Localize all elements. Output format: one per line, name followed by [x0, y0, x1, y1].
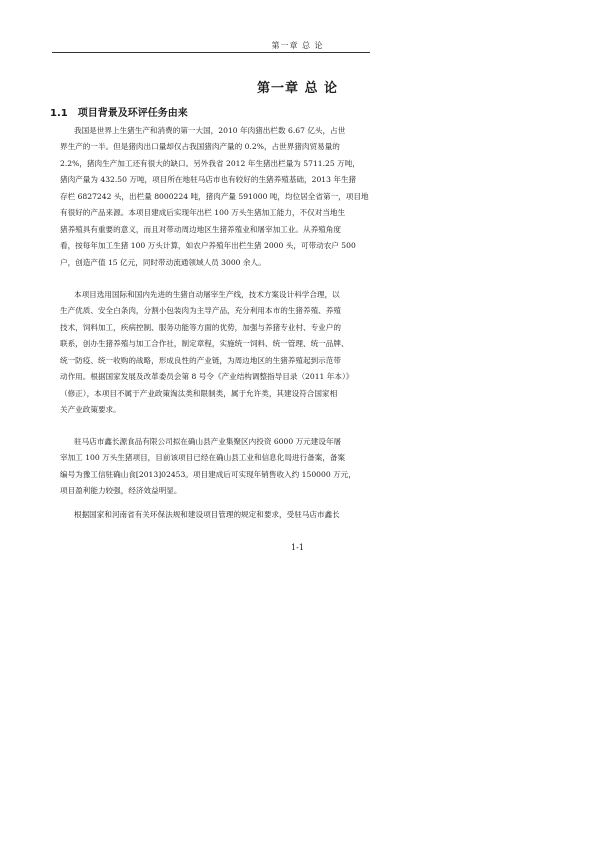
- paragraph-line: 猪肉产量为 432.50 万吨，项目所在地驻马店市也有较好的生猪养殖基础，2013 年生猪: [60, 175, 357, 184]
- paragraph-line: 宰加工 100 万头生猪项目，目前该项目已经在确山县工业和信息化局进行备案，备案: [60, 453, 346, 462]
- paragraph-line: 关产业政策要求。: [60, 405, 121, 414]
- header-rule: [52, 52, 370, 53]
- running-header: 第一章 总 论: [271, 41, 324, 50]
- paragraph-line: 本项目选用国际和国内先进的生猪自动屠宰生产线，技术方案设计科学合理，以: [74, 290, 340, 299]
- section-heading: [50, 104, 188, 119]
- paragraph-line: 联系，创办生猪养殖与加工合作社，制定章程，实施统一饲料、统一管理、统一品牌、: [60, 339, 349, 348]
- paragraph-line: 有很好的产品来源。本项目建成后实现年出栏 100 万头生猪加工能力，不仅对当地生: [60, 208, 346, 217]
- paragraph-line: 存栏 6827242 头，出栏量 8000224 吨，猪肉产量 591000 吨，均位居全省第一，项目地: [60, 192, 369, 201]
- chapter-title: 第一章 总 论: [256, 81, 339, 96]
- paragraph-line: 2.2%，猪肉生产加工还有很大的缺口。另外我省 2012 年生猪出栏量为 5711.25 万吨，: [60, 159, 360, 168]
- section-number: 1.1: [50, 108, 68, 119]
- section-title: 项目背景及环评任务由来: [77, 108, 188, 119]
- paragraph-line: 界生产的一半。但是猪肉出口量却仅占我国猪肉产量的 0.2%，占世界猪肉贸易量的: [60, 142, 340, 151]
- paragraph-line: 驻马店市鑫长源食品有限公司拟在确山县产业集聚区内投资 6000 万元建设年屠: [74, 437, 342, 446]
- paragraph-line: （修正），本项目不属于产业政策淘汰类和限制类，属于允许类，其建设符合国家相: [60, 389, 338, 398]
- paragraph-line: 看，按每年加工生猪 100 万头计算，如农户养殖年出栏生猪 2000 头，可带动农户 500: [60, 241, 356, 250]
- paragraph-line: 生产优质、安全白条肉，分割小包装肉为主导产品，充分利用本市的生猪养殖、养殖: [60, 306, 341, 315]
- paragraph-line: 户，创造产值 15 亿元，同时带动流通领域人员 3000 余人。: [60, 258, 266, 267]
- paragraph-line: 动作用。根据国家发展及改革委员会第 8 号令《产业结构调整指导目录（2011 年本）》: [60, 372, 354, 381]
- paragraph-line: 我国是世界上生猪生产和消费的第一大国，2010 年肉猪出栏数 6.67 亿头，占世: [74, 126, 346, 135]
- paragraph-line: 根据国家和河南省有关环保法规和建设项目管理的规定和要求，受驻马店市鑫长: [74, 510, 340, 519]
- page-number: 1-1: [291, 543, 304, 552]
- paragraph-line: 项目盈利能力较强，经济效益明显。: [60, 486, 182, 495]
- paragraph-line: 猪养殖具有重要的意义，而且对带动周边地区生猪养殖业和屠宰加工业。从养殖角度: [60, 225, 341, 234]
- paragraph-line: 统一防疫、统一收购的战略，形成良性的产业链，为周边地区的生猪养殖起到示范带: [60, 356, 341, 365]
- paragraph-line: 技术，饲料加工，疾病控制、服务功能等方面的优势，加强与养猪专业村、专业户的: [60, 323, 341, 332]
- paragraph-line: 编号为豫工信驻确山食[2013]02453。项目建成后可实现年销售收入约 150000 万元，: [60, 470, 356, 479]
